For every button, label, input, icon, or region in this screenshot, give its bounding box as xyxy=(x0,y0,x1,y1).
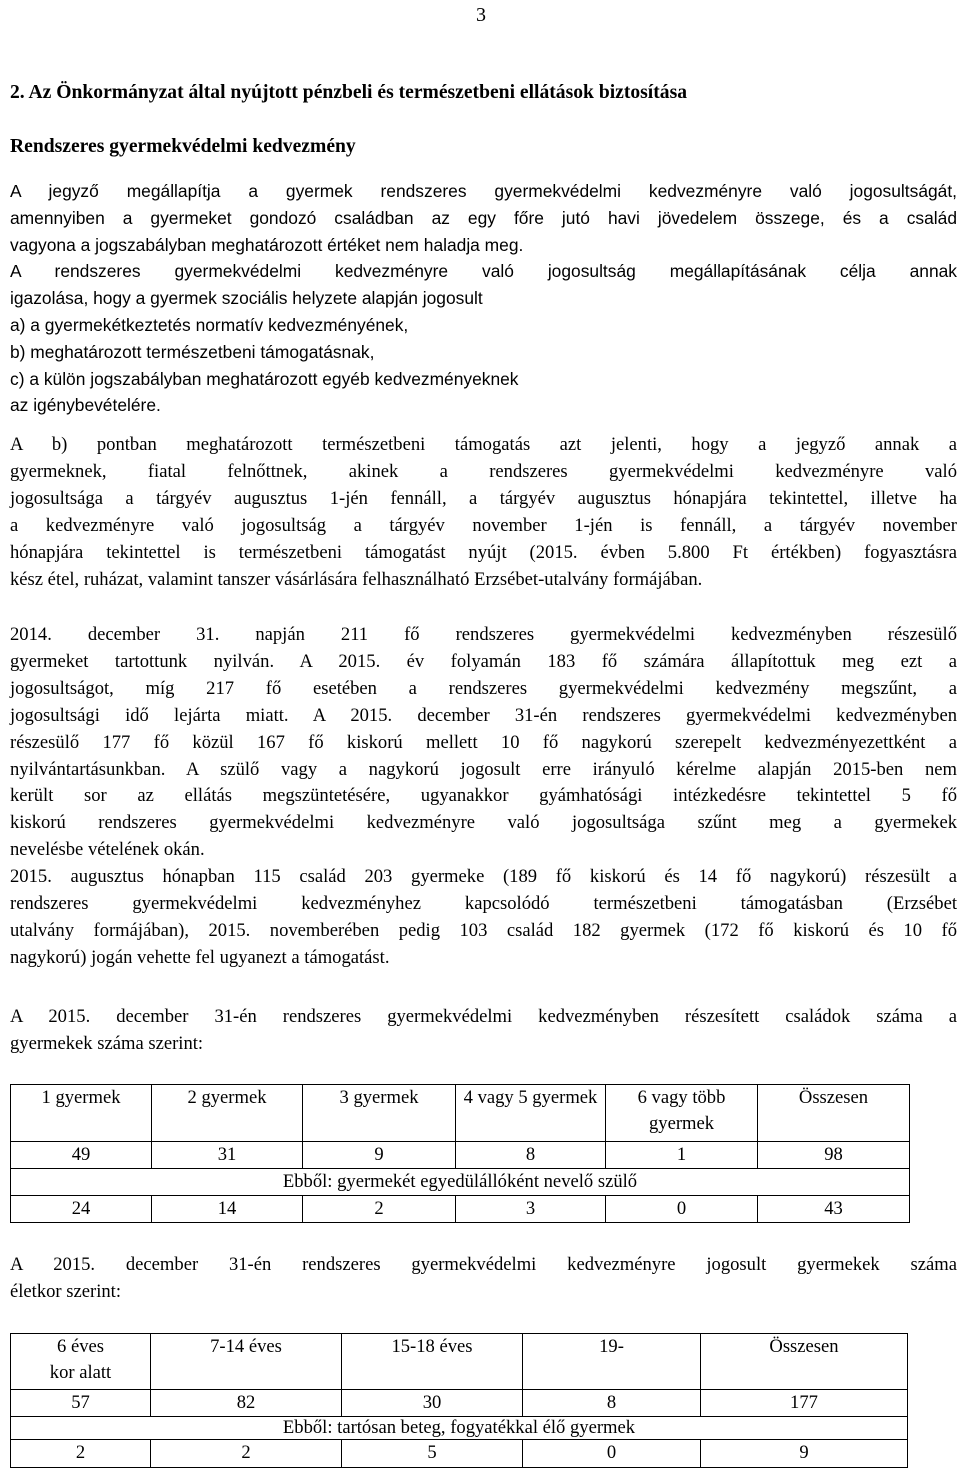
text-line: jogosultsági idő lejárta miatt. A 2015. december 31-én rendszeres gyermekvédelmi kedvezményben xyxy=(10,704,957,726)
column-header: 1 gyermek xyxy=(11,1085,152,1142)
column-header: 4 vagy 5 gyermek xyxy=(456,1085,606,1142)
table-row xyxy=(11,1142,910,1169)
text-line: utalvány formájában), 2015. novemberében pedig 103 család 182 gyermek (172 fő kiskorú és 10 fő xyxy=(10,919,957,941)
text-line: A 2015. december 31-én rendszeres gyermekvédelmi kedvezményre jogosult gyermekek száma xyxy=(10,1254,957,1275)
text-line: életkor szerint: xyxy=(10,1280,121,1302)
text-line: rendszeres gyermekvédelmi kedvezményhez kapcsolódó természetbeni támogatásban (Erzsébet xyxy=(10,892,957,914)
text-line: nagykorú) jogán vehette fel ugyanezt a támogatást. xyxy=(10,946,390,968)
text-line: igazolása, hogy a gyermek szociális helyzete alapján jogosult xyxy=(10,288,483,309)
table-cell: 49 xyxy=(11,1142,152,1169)
text-line: 2015. augusztus hónapban 115 család 203 gyermeke (189 fő kiskorú és 14 fő nagykorú) részesült a xyxy=(10,866,957,887)
text-line: hónapjára tekintettel is természetbeni támogatást nyújt (2015. évben 5.800 Ft értékben) fogyasztásra xyxy=(10,541,957,563)
text-line: gyermeknek, fiatal felnőttnek, akinek a rendszeres gyermekvédelmi kedvezményre való xyxy=(10,460,957,482)
table-cell: 24 xyxy=(11,1196,152,1223)
families-by-children-table xyxy=(10,1084,910,1223)
eligibility-paragraph xyxy=(10,178,957,419)
table-subheader: Ebből: gyermekét egyedülállóként nevelő szülő xyxy=(11,1169,910,1196)
table-cell: 1 xyxy=(606,1142,758,1169)
text-line: A b) pontban meghatározott természetbeni támogatás azt jelenti, hogy a jegyző annak a xyxy=(10,434,957,455)
text-line: A jegyző megállapítja a gyermek rendszeres gyermekvédelmi kedvezményre való jogosultságát, xyxy=(10,181,957,201)
column-header: 6 éves kor alatt xyxy=(11,1334,151,1390)
column-header: 15-18 éves xyxy=(342,1334,523,1390)
table-row xyxy=(11,1196,910,1223)
table1-intro xyxy=(10,1004,957,1058)
section-heading: 2. Az Önkormányzat által nyújtott pénzbeli és természetbeni ellátások biztosítása xyxy=(10,82,687,103)
table-header-row xyxy=(11,1085,910,1142)
text-line: kiskorú rendszeres gyermekvédelmi kedvezményre való jogosultsága szűnt meg a gyermekek xyxy=(10,812,957,834)
table-cell: 14 xyxy=(152,1196,303,1223)
table-subheader-row xyxy=(11,1417,908,1440)
table2-intro xyxy=(10,1252,957,1306)
table-cell: 9 xyxy=(701,1440,908,1468)
table-cell: 2 xyxy=(303,1196,456,1223)
section-subheading: Rendszeres gyermekvédelmi kedvezmény xyxy=(10,136,356,157)
table-subheader-row xyxy=(11,1169,910,1196)
table-cell: 2 xyxy=(151,1440,342,1468)
column-header: 2 gyermek xyxy=(152,1085,303,1142)
table-cell: 0 xyxy=(523,1440,701,1468)
table-cell: 2 xyxy=(11,1440,151,1468)
in-kind-support-paragraph xyxy=(10,432,957,593)
table-row xyxy=(11,1440,908,1468)
text-line: jogosultságot, míg 217 fő esetében a rendszeres gyermekvédelmi kedvezmény megszűnt, a xyxy=(10,677,957,699)
table-cell: 8 xyxy=(456,1142,606,1169)
table-cell: 9 xyxy=(303,1142,456,1169)
table-cell: 57 xyxy=(11,1390,151,1417)
text-line: a kedvezményre való jogosultság a tárgyév november 1-jén is fennáll, a tárgyév november xyxy=(10,514,957,536)
text-line: az igénybevételére. xyxy=(10,395,161,416)
children-by-age-table xyxy=(10,1333,908,1468)
table-cell: 43 xyxy=(758,1196,910,1223)
table-cell: 177 xyxy=(701,1390,908,1417)
text-line: került sor az ellátás megszüntetésére, ugyanakkor gyámhatósági intézkedésre tekintettel 5 fő xyxy=(10,785,957,807)
text-line: nevelésbe vételének okán. xyxy=(10,839,205,861)
list-item: a) a gyermekétkeztetés normatív kedvezményének, xyxy=(10,314,409,335)
text-line: 2014. december 31. napján 211 fő rendszeres gyermekvédelmi kedvezményben részesülő xyxy=(10,624,957,645)
text-line: jogosultsága a tárgyév augusztus 1-jén fennáll, a tárgyév augusztus hónapjára tekintettel, illetve ha xyxy=(10,487,957,509)
text-line: gyermeket tartottunk nyilván. A 2015. év folyamán 183 fő számára állapítottuk meg ezt a xyxy=(10,650,957,672)
column-header: 3 gyermek xyxy=(303,1085,456,1142)
column-header: Összesen xyxy=(701,1334,908,1390)
column-header: Összesen xyxy=(758,1085,910,1142)
text-line: amennyiben a gyermeket gondozó családban az egy főre jutó havi jövedelem összege, és a család xyxy=(10,207,957,228)
table-cell: 0 xyxy=(606,1196,758,1223)
page-number: 3 xyxy=(476,4,486,26)
text-line: A 2015. december 31-én rendszeres gyermekvédelmi kedvezményben részesített családok száma a xyxy=(10,1006,957,1027)
table-header-row xyxy=(11,1334,908,1390)
list-item: b) meghatározott természetbeni támogatásnak, xyxy=(10,341,375,362)
text-line: vagyona a jogszabályban meghatározott értéket nem haladja meg. xyxy=(10,234,524,255)
column-header: 7-14 éves xyxy=(151,1334,342,1390)
table-cell: 82 xyxy=(151,1390,342,1417)
text-line: nyilvántartásunkban. A szülő vagy a nagykorú jogosult erre irányuló kérelme alapján 2015-ben nem xyxy=(10,758,957,780)
table-row xyxy=(11,1390,908,1417)
table-cell: 30 xyxy=(342,1390,523,1417)
table-cell: 3 xyxy=(456,1196,606,1223)
text-line: kész étel, ruházat, valamint tanszer vásárlására felhasználható Erzsébet-utalvány formájában. xyxy=(10,568,703,590)
table-cell: 98 xyxy=(758,1142,910,1169)
august-support-paragraph xyxy=(10,864,957,972)
text-line: gyermekek száma szerint: xyxy=(10,1032,204,1054)
table-cell: 31 xyxy=(152,1142,303,1169)
list-item: c) a külön jogszabályban meghatározott egyéb kedvezményeknek xyxy=(10,368,519,389)
table-cell: 5 xyxy=(342,1440,523,1468)
table-subheader: Ebből: tartósan beteg, fogyatékkal élő gyermek xyxy=(11,1417,908,1440)
table-cell: 8 xyxy=(523,1390,701,1417)
text-line: részesülő 177 fő közül 167 fő kiskorú mellett 10 fő nagykorú szerepelt kedvezményezettként a xyxy=(10,731,957,753)
column-header: 6 vagy több gyermek xyxy=(606,1085,758,1142)
statistics-paragraph xyxy=(10,622,957,864)
column-header: 19- xyxy=(523,1334,701,1390)
text-line: A rendszeres gyermekvédelmi kedvezményre való jogosultság megállapításának célja annak xyxy=(10,261,957,282)
